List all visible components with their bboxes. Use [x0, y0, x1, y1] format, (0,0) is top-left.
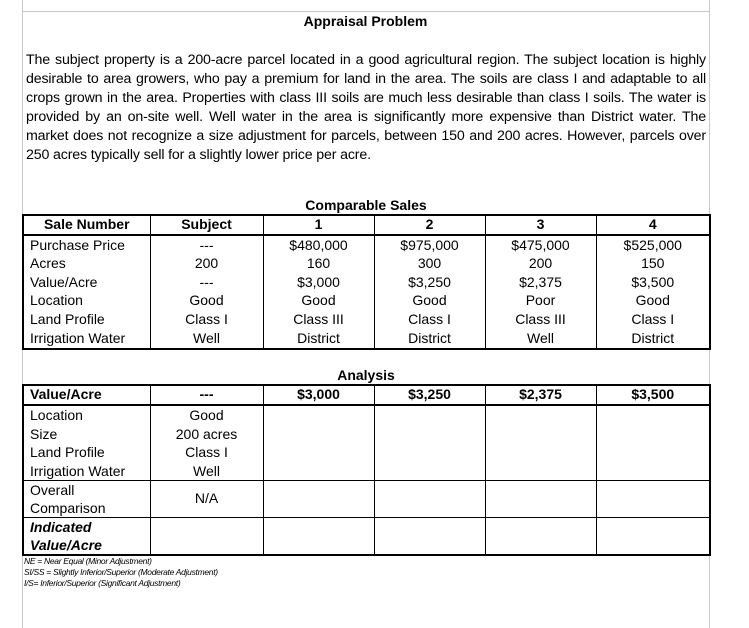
- adjustment-cell[interactable]: [596, 405, 710, 481]
- table-cell: $2,375: [485, 273, 596, 292]
- table-cell: 160: [263, 255, 374, 274]
- table-cell: Good: [150, 292, 263, 311]
- table-cell: Good: [374, 292, 485, 311]
- analysis-table: [22, 384, 711, 556]
- adjustment-cell[interactable]: [485, 481, 596, 518]
- table-cell: N/A: [150, 481, 263, 518]
- legend-inferior-superior: I/S= Inferior/Superior (Significant Adjustment): [24, 578, 181, 588]
- table-row: [23, 273, 710, 292]
- row-label: Land Profile: [30, 444, 105, 460]
- adjustment-cell[interactable]: [263, 405, 374, 481]
- page-title: Appraisal Problem: [303, 13, 428, 29]
- table-cell: $3,500: [596, 273, 710, 292]
- table-row: [23, 310, 710, 329]
- table-row: [23, 292, 710, 311]
- table-cell: Well: [150, 329, 263, 349]
- adjustment-cell[interactable]: [374, 405, 485, 481]
- row-label: Irrigation Water: [23, 329, 150, 349]
- table-cell: Class III: [263, 310, 374, 329]
- table-cell: Good: [189, 407, 224, 423]
- table-row: [23, 235, 710, 255]
- table-cell: Poor: [485, 292, 596, 311]
- table-header-row: [23, 215, 710, 235]
- table-row: [23, 329, 710, 349]
- table-cell: 300: [374, 255, 485, 274]
- table-cell: Class I: [374, 310, 485, 329]
- header-subject: Subject: [150, 215, 263, 235]
- analysis-header-row: [23, 385, 710, 405]
- indicated-value-cell[interactable]: [596, 518, 710, 556]
- indicated-value-cell[interactable]: [485, 518, 596, 556]
- legend-slightly-inferior-superior: SI/SS = Slightly Inferior/Superior (Moderate Adjustment): [24, 567, 218, 577]
- table-row: [23, 518, 710, 556]
- analysis-header-cell: $2,375: [485, 385, 596, 405]
- table-cell: Class III: [485, 310, 596, 329]
- comparable-sales-table: [22, 214, 711, 350]
- adjustment-cell[interactable]: [263, 481, 374, 518]
- row-label: Location: [30, 407, 83, 423]
- table-cell: 200: [485, 255, 596, 274]
- row-label: Location: [23, 292, 150, 311]
- analysis-header-cell: ---: [150, 385, 263, 405]
- row-label: Land Profile: [23, 310, 150, 329]
- analysis-header-cell: $3,000: [263, 385, 374, 405]
- table-cell: Good: [263, 292, 374, 311]
- table-cell: $525,000: [596, 235, 710, 255]
- table-cell: District: [374, 329, 485, 349]
- table-cell: Well: [485, 329, 596, 349]
- table-row: [23, 405, 710, 481]
- table-cell: Class I: [185, 444, 228, 460]
- table-cell: [150, 518, 263, 556]
- header-sale-number: Sale Number: [23, 215, 150, 235]
- table-cell: $3,250: [374, 273, 485, 292]
- table-row: [23, 255, 710, 274]
- header-sale-4: 4: [596, 215, 710, 235]
- row-label-indicated-value: [23, 518, 150, 556]
- row-label: Irrigation Water: [30, 462, 126, 479]
- analysis-caption: Analysis: [337, 367, 395, 383]
- row-label-overall-comparison: [23, 481, 150, 518]
- table-cell: Class I: [150, 310, 263, 329]
- row-label: Indicated: [30, 519, 92, 535]
- table-cell: 200 acres: [175, 425, 238, 442]
- table-cell: $975,000: [374, 235, 485, 255]
- legend-near-equal: NE = Near Equal (Minor Adjustment): [24, 556, 152, 566]
- header-sale-2: 2: [374, 215, 485, 235]
- analysis-header-label: Value/Acre: [23, 385, 150, 405]
- row-label: Overall: [30, 482, 75, 498]
- comparable-sales-caption: Comparable Sales: [305, 197, 427, 213]
- table-row: [23, 481, 710, 518]
- table-cell: Well: [193, 462, 220, 479]
- row-label: Comparison: [30, 500, 106, 516]
- table-cell: 150: [596, 255, 710, 274]
- table-cell: $3,000: [263, 273, 374, 292]
- header-sale-1: 1: [263, 215, 374, 235]
- analysis-header-cell: $3,250: [374, 385, 485, 405]
- table-cell: ---: [150, 273, 263, 292]
- row-label: Value/Acre: [23, 273, 150, 292]
- row-label: Size: [30, 425, 58, 442]
- adjustment-cell[interactable]: [485, 405, 596, 481]
- problem-description: The subject property is a 200-acre parcel located in a good agricultural region. The subject location is highly desirable to area growers, who pay a premium for land in the area. The soils are class I and adaptable to all crops grown in the area. Properties with class III soils are much less desirable than class I soils. The water is provided by an on-site well. Well water in the area is significantly more expensive than District water. The market does not recognize a size adjustment for parcels, between 150 and 200 acres. However, parcels over 250 acres typically sell for a slightly lower price per acre.: [26, 52, 706, 163]
- table-cell: 200: [150, 255, 263, 274]
- analysis-subject-values: [150, 405, 263, 481]
- table-cell: ---: [150, 235, 263, 255]
- analysis-header-cell: $3,500: [596, 385, 710, 405]
- table-cell: District: [596, 329, 710, 349]
- adjustment-cell[interactable]: [596, 481, 710, 518]
- indicated-value-cell[interactable]: [374, 518, 485, 556]
- header-sale-3: 3: [485, 215, 596, 235]
- adjustment-cell[interactable]: [374, 481, 485, 518]
- table-cell: $480,000: [263, 235, 374, 255]
- row-label: Acres: [23, 255, 150, 274]
- table-cell: $475,000: [485, 235, 596, 255]
- analysis-row-labels: [23, 405, 150, 481]
- row-label: Value/Acre: [30, 537, 102, 553]
- table-cell: Good: [596, 292, 710, 311]
- table-cell: District: [263, 329, 374, 349]
- indicated-value-cell[interactable]: [263, 518, 374, 556]
- table-cell: Class I: [596, 310, 710, 329]
- row-label: Purchase Price: [23, 235, 150, 255]
